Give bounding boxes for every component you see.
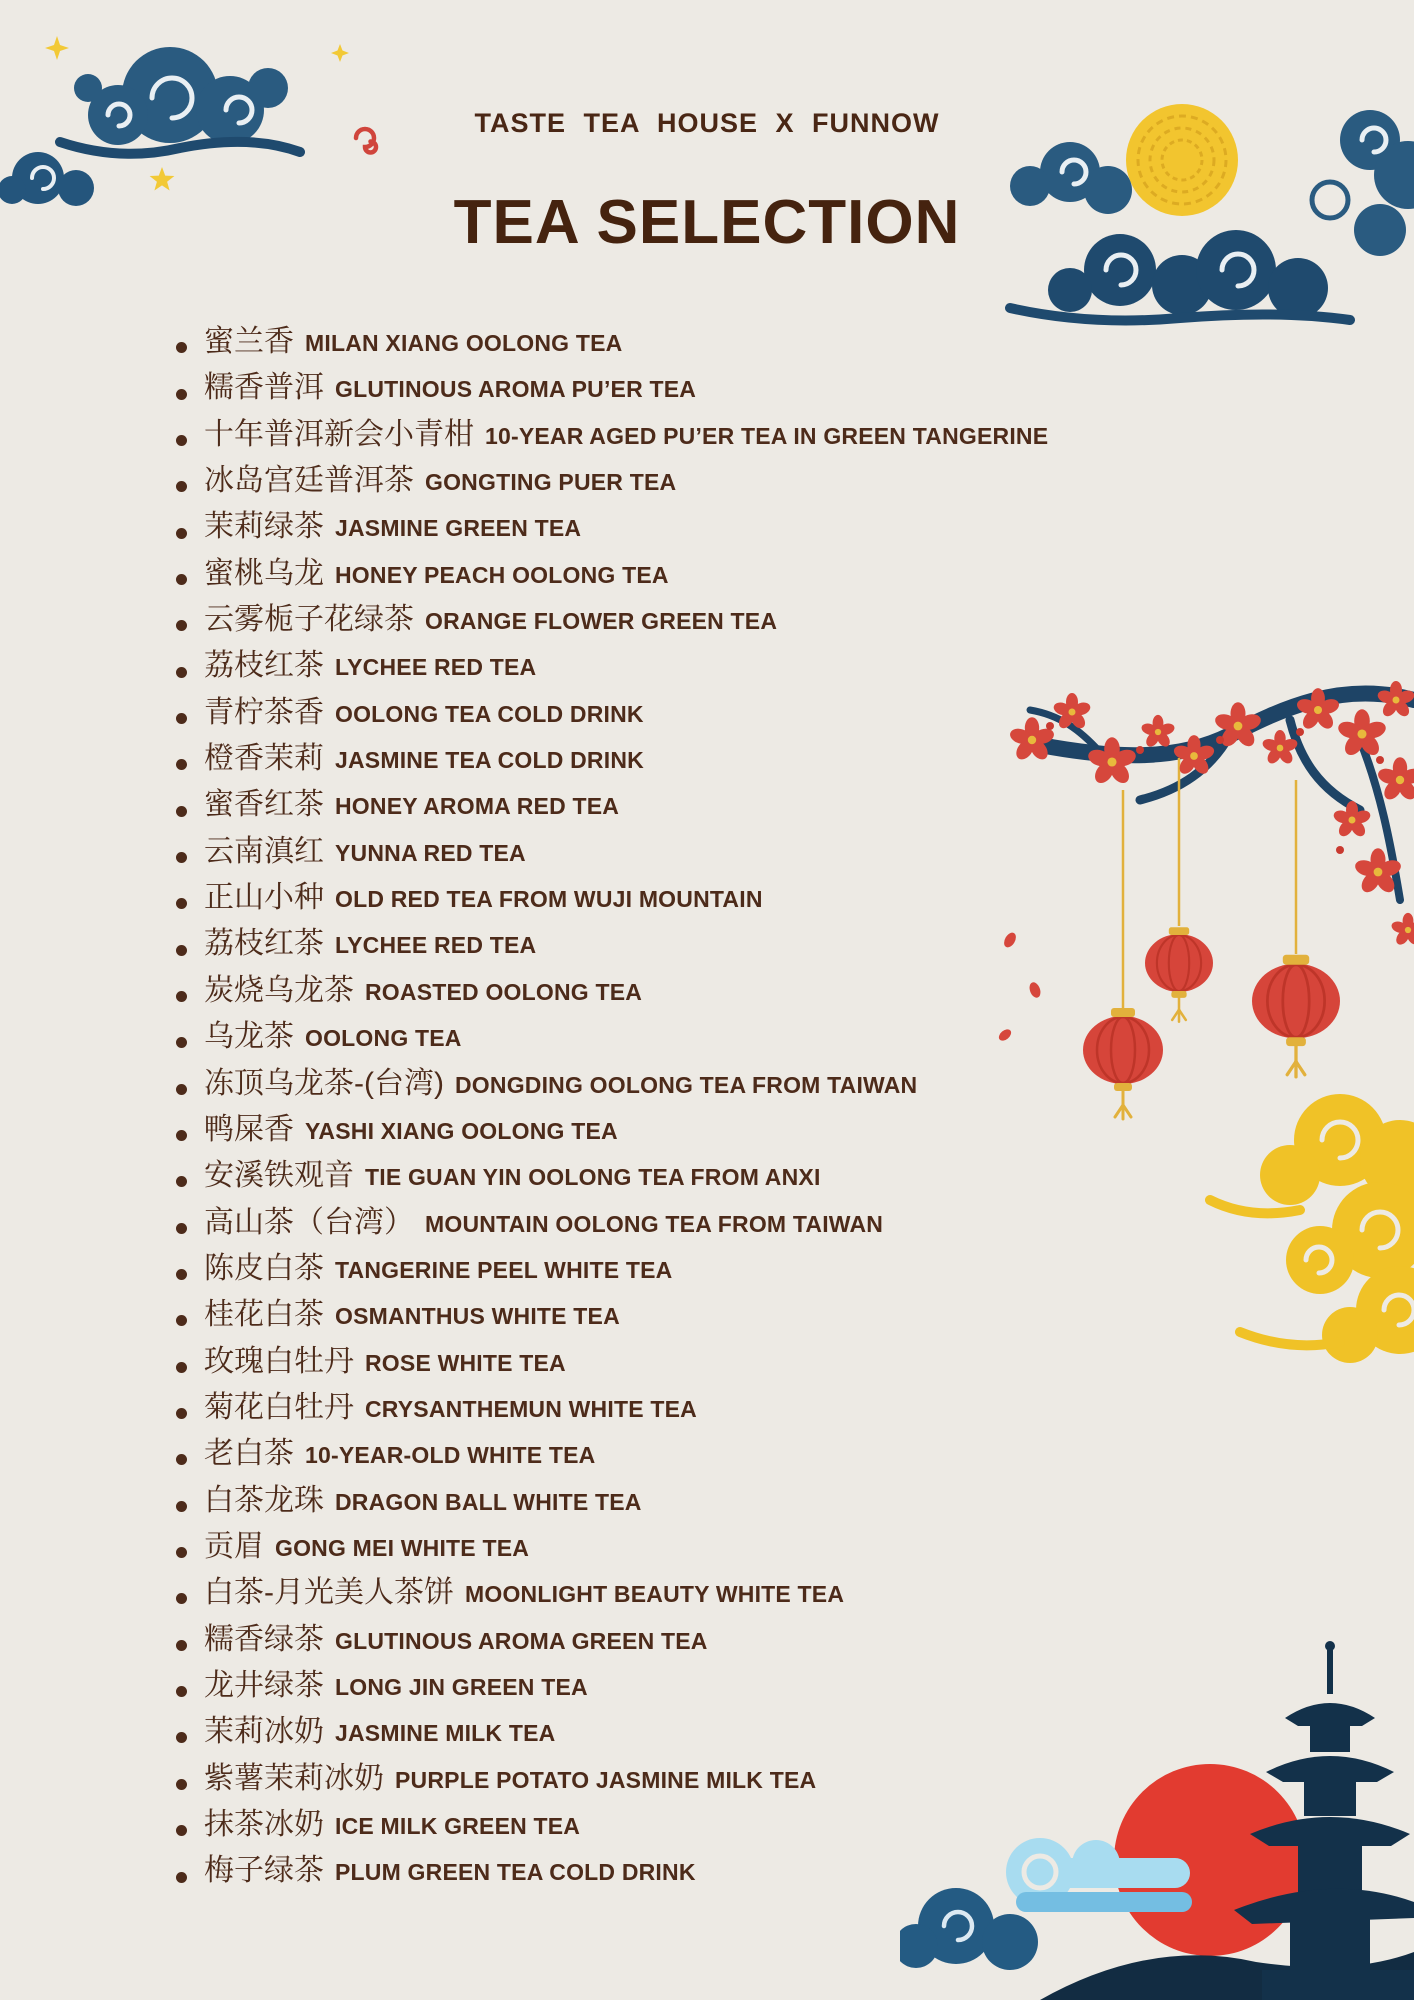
item-name-en: HONEY AROMA RED TEA (335, 793, 620, 820)
lantern-icon (1083, 1008, 1163, 1119)
list-item (176, 1434, 1076, 1480)
mountain-icon (1040, 1952, 1414, 2000)
item-name-en: 10-YEAR AGED PU’ER TEA IN GREEN TANGERINE (485, 422, 1049, 449)
bullet-icon (176, 1315, 187, 1326)
item-name-zh: 正山小种 (204, 881, 324, 915)
item-name-zh: 白茶-月光美人茶饼 (204, 1576, 454, 1610)
list-item (176, 600, 1076, 646)
branch (1030, 693, 1414, 900)
item-name-en: LONG JIN GREEN TEA (335, 1673, 588, 1700)
item-name-en: JASMINE TEA COLD DRINK (335, 747, 644, 774)
rising-sun-icon (1114, 1764, 1306, 1956)
list-item (176, 554, 1076, 600)
list-item (176, 785, 1076, 831)
bullet-icon (176, 481, 187, 492)
bullet-icon (176, 1640, 187, 1651)
item-name-zh: 高山茶（台湾） (204, 1205, 414, 1239)
bullet-icon (176, 1223, 187, 1234)
list-item (176, 1712, 1076, 1758)
item-name-zh: 青柠茶香 (204, 695, 324, 729)
bullet-icon (176, 1593, 187, 1604)
item-name-en: ROASTED OOLONG TEA (365, 978, 643, 1005)
gold-cloud-icon (1150, 1080, 1414, 1380)
list-item (176, 1295, 1076, 1341)
bullet-icon (176, 898, 187, 909)
list-item (176, 1851, 1076, 1897)
item-name-zh: 橙香茉莉 (204, 742, 324, 776)
bullet-icon (176, 435, 187, 446)
item-name-en: JASMINE GREEN TEA (335, 515, 582, 542)
bullet-icon (176, 389, 187, 400)
bullet-icon (176, 1084, 187, 1095)
list-item (176, 1620, 1076, 1666)
bullet-icon (176, 806, 187, 817)
item-name-en: GLUTINOUS AROMA GREEN TEA (335, 1627, 708, 1654)
item-name-zh: 炭烧乌龙茶 (204, 973, 354, 1007)
bullet-icon (176, 1686, 187, 1697)
bullet-icon (176, 945, 187, 956)
bullet-icon (176, 528, 187, 539)
pagoda-silhouette (1234, 1641, 1414, 2000)
bullet-icon (176, 1547, 187, 1558)
bullet-icon (176, 1176, 187, 1187)
item-name-zh: 梅子绿茶 (204, 1854, 324, 1888)
item-name-zh: 冻顶乌龙茶-(台湾) (204, 1066, 444, 1100)
list-item (176, 1481, 1076, 1527)
bullet-icon (176, 1779, 187, 1790)
list-item (176, 924, 1076, 970)
item-name-zh: 陈皮白茶 (204, 1251, 324, 1285)
item-name-zh: 云南滇红 (204, 834, 324, 868)
item-name-zh: 冰岛宫廷普洱茶 (204, 464, 414, 498)
list-item (176, 1342, 1076, 1388)
list-item (176, 1249, 1076, 1295)
bullet-icon (176, 342, 187, 353)
item-name-en: GLUTINOUS AROMA PU’ER TEA (335, 376, 697, 403)
item-name-zh: 荔枝红茶 (204, 649, 324, 683)
item-name-zh: 紫薯茉莉冰奶 (204, 1761, 384, 1795)
bullet-icon (176, 852, 187, 863)
item-name-en: YASHI XIANG OOLONG TEA (305, 1117, 618, 1144)
list-item (176, 832, 1076, 878)
bullet-icon (176, 1732, 187, 1743)
bullet-icon (176, 1872, 187, 1883)
item-name-zh: 十年普洱新会小青柑 (204, 417, 474, 451)
cloud-icon (900, 1888, 1038, 1970)
list-item (176, 322, 1076, 368)
bullet-icon (176, 1130, 187, 1141)
list-item (176, 1110, 1076, 1156)
item-name-zh: 桂花白茶 (204, 1298, 324, 1332)
blossom-buds (1046, 722, 1384, 854)
item-name-en: PURPLE POTATO JASMINE MILK TEA (395, 1766, 817, 1793)
item-name-zh: 糯香普洱 (204, 371, 324, 405)
tea-list (176, 322, 1076, 1898)
lantern-icon (1252, 955, 1340, 1077)
bullet-icon (176, 1037, 187, 1048)
list-item (176, 1573, 1076, 1619)
list-item (176, 1203, 1076, 1249)
list-item (176, 878, 1076, 924)
item-name-zh: 蜜香红茶 (204, 788, 324, 822)
item-name-zh: 白茶龙珠 (204, 1483, 324, 1517)
item-name-zh: 乌龙茶 (204, 1020, 294, 1054)
item-name-zh: 抹茶冰奶 (204, 1808, 324, 1841)
item-name-en: DONGDING OOLONG TEA FROM TAIWAN (454, 1071, 918, 1098)
item-name-zh: 玫瑰白牡丹 (204, 1344, 354, 1378)
item-name-en: OOLONG TEA (305, 1025, 462, 1052)
item-name-en: PLUM GREEN TEA COLD DRINK (335, 1859, 696, 1886)
list-item (176, 507, 1076, 553)
bullet-icon (176, 1454, 187, 1465)
bullet-icon (176, 1408, 187, 1419)
item-name-en: 10-YEAR-OLD WHITE TEA (305, 1442, 596, 1469)
item-name-en: ICE MILK GREEN TEA (335, 1813, 581, 1839)
item-name-en: LYCHEE RED TEA (335, 654, 537, 681)
page-title: TEA SELECTION (453, 188, 961, 257)
item-name-en: MOONLIGHT BEAUTY WHITE TEA (465, 1581, 845, 1608)
item-name-zh: 云雾栀子花绿茶 (204, 603, 414, 637)
list-item (176, 1805, 1076, 1851)
item-name-en: JASMINE MILK TEA (335, 1720, 556, 1747)
list-item (176, 1527, 1076, 1573)
lantern-icon (1145, 927, 1213, 1021)
lantern-string (1123, 758, 1296, 1012)
bullet-icon (176, 1825, 187, 1836)
item-name-zh: 茉莉冰奶 (204, 1715, 324, 1749)
list-item (176, 1388, 1076, 1434)
bullet-icon (176, 620, 187, 631)
list-item (176, 1156, 1076, 1202)
list-item (176, 646, 1076, 692)
item-name-zh: 蜜桃乌龙 (204, 556, 324, 590)
bullet-icon (176, 759, 187, 770)
list-item (176, 971, 1076, 1017)
item-name-zh: 糯香绿茶 (204, 1622, 324, 1656)
item-name-en: DRAGON BALL WHITE TEA (335, 1488, 642, 1515)
list-item (176, 368, 1076, 414)
bullet-icon (176, 667, 187, 678)
item-name-en: GONG MEI WHITE TEA (275, 1534, 530, 1561)
item-name-zh: 鸭屎香 (204, 1112, 294, 1146)
item-name-en: OOLONG TEA COLD DRINK (335, 700, 644, 727)
list-item (176, 415, 1076, 461)
list-item (176, 1017, 1076, 1063)
bullet-icon (176, 713, 187, 724)
item-name-zh: 蜜兰香 (204, 325, 294, 358)
bullet-icon (176, 1362, 187, 1373)
item-name-en: TIE GUAN YIN OOLONG TEA FROM ANXI (365, 1164, 821, 1191)
item-name-en: LYCHEE RED TEA (335, 932, 537, 959)
bullet-icon (176, 574, 187, 585)
item-name-en: YUNNA RED TEA (335, 839, 526, 866)
list-item (176, 693, 1076, 739)
list-item (176, 1759, 1076, 1805)
item-name-en: GONGTING PUER TEA (425, 469, 677, 496)
list-item (176, 1064, 1076, 1110)
item-name-en: ROSE WHITE TEA (365, 1349, 566, 1376)
brand-line: TASTE TEA HOUSE X FUNNOW (474, 108, 940, 138)
bullet-icon (176, 1269, 187, 1280)
bullet-icon (176, 991, 187, 1002)
item-name-en: MOUNTAIN OOLONG TEA FROM TAIWAN (425, 1210, 884, 1237)
item-name-zh: 老白茶 (204, 1437, 294, 1471)
item-name-en: OLD RED TEA FROM WUJI MOUNTAIN (335, 886, 763, 913)
item-name-en: TANGERINE PEEL WHITE TEA (335, 1256, 673, 1283)
list-item (176, 461, 1076, 507)
item-name-zh: 茉莉绿茶 (204, 510, 324, 544)
item-name-zh: 安溪铁观音 (204, 1159, 354, 1193)
item-name-en: OSMANTHUS WHITE TEA (335, 1303, 620, 1330)
item-name-en: CRYSANTHEMUN WHITE TEA (365, 1395, 697, 1422)
item-name-zh: 荔枝红茶 (204, 927, 324, 961)
item-name-zh: 菊花白牡丹 (204, 1390, 354, 1424)
item-name-zh: 贡眉 (204, 1529, 264, 1563)
item-name-en: ORANGE FLOWER GREEN TEA (425, 608, 778, 635)
item-name-zh: 龙井绿茶 (204, 1668, 324, 1702)
list-item (176, 739, 1076, 785)
bullet-icon (176, 1501, 187, 1512)
list-item (176, 1666, 1076, 1712)
item-name-en: MILAN XIANG OOLONG TEA (305, 330, 623, 356)
item-name-en: HONEY PEACH OOLONG TEA (335, 561, 669, 588)
